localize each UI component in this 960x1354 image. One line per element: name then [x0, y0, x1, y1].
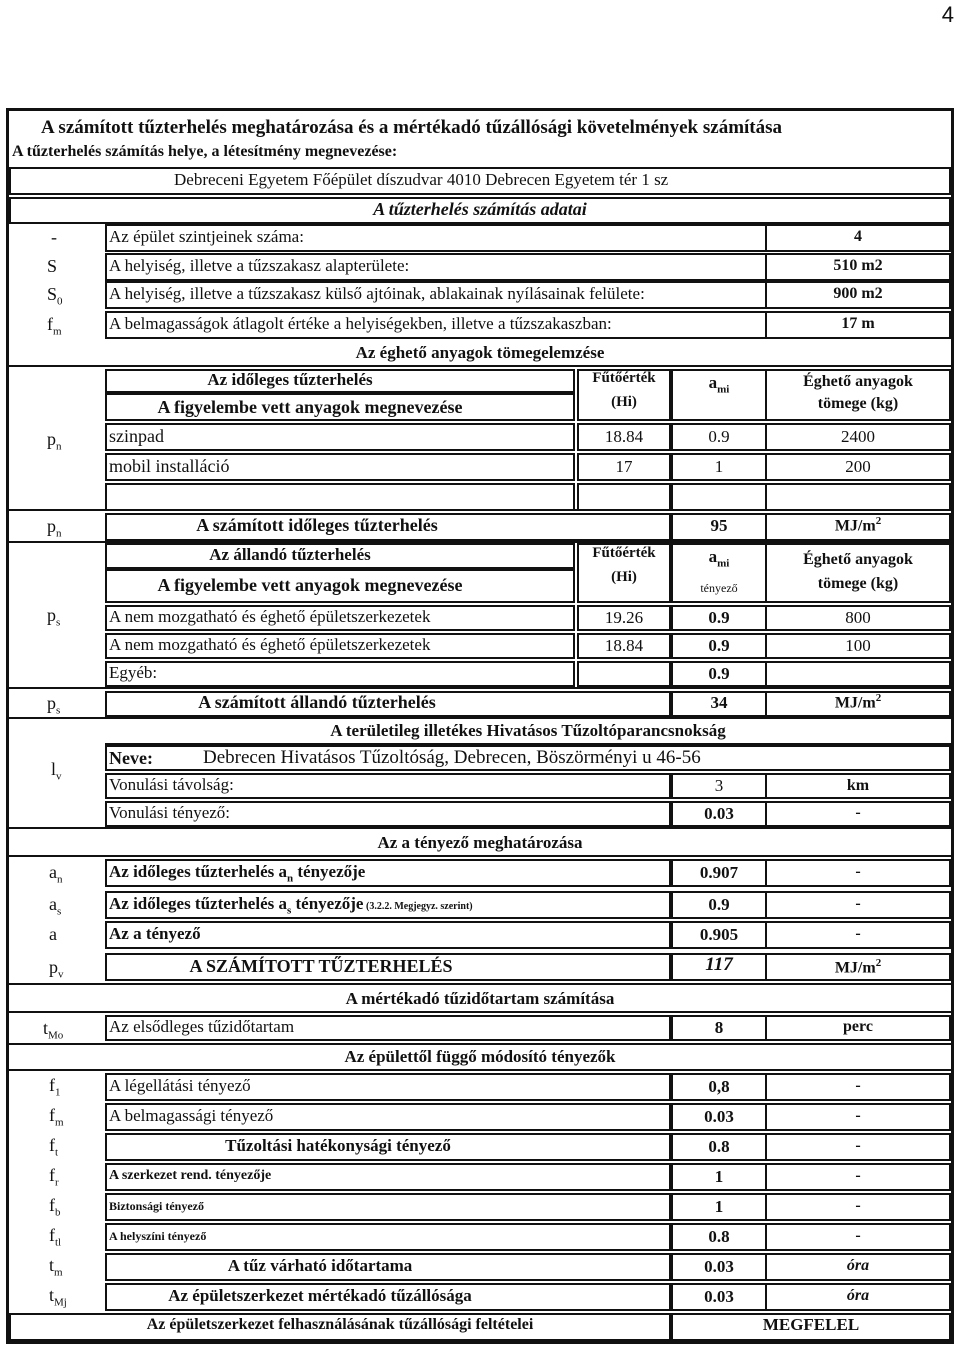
conclusion-value: MEGFELEL — [762, 1315, 860, 1334]
a-col-header — [671, 373, 767, 395]
modifier-symbol — [49, 1195, 61, 1219]
dept-name-value: Debrecen Hivatásos Tűzoltóság, Debrecen, Böszörményi u 46-56 — [203, 747, 701, 768]
modifier-value: 0.03 — [704, 1257, 734, 1276]
symbol-subscript: v — [58, 968, 64, 981]
symbol-letter: f — [49, 1225, 55, 1245]
symbol-letter: f — [49, 1195, 55, 1215]
symbol-subscript: m — [55, 1116, 64, 1129]
a-value: 0.9 — [708, 664, 730, 683]
perm-total-unit — [765, 692, 951, 712]
modifier-unit: - — [855, 1227, 861, 1244]
row-box — [671, 483, 767, 511]
symbol-subscript: v — [56, 770, 62, 783]
divider — [9, 827, 951, 829]
row-box — [577, 483, 671, 511]
symbol-subscript: tl — [55, 1236, 62, 1249]
dept-symbol — [51, 759, 62, 783]
modifier-symbol — [49, 1135, 58, 1159]
building-value: 17 m — [841, 315, 875, 332]
modifier-unit: - — [855, 1167, 861, 1184]
heat-col-header-2: (Hi) — [611, 394, 637, 410]
symbol-letter: f — [49, 1165, 55, 1185]
unit-superscript: 2 — [875, 692, 882, 704]
a-col-sub: mi — [717, 557, 730, 570]
symbol-letter: f — [49, 1135, 55, 1155]
material-name: Egyéb: — [109, 663, 158, 682]
divider — [9, 509, 951, 511]
symbol-letter: t — [43, 1018, 49, 1038]
modifier-label: A belmagassági tényező — [109, 1106, 274, 1125]
row-box — [105, 483, 575, 511]
divider — [9, 1069, 951, 1071]
row-box — [105, 661, 575, 687]
a-row-value: 0.905 — [699, 925, 739, 944]
symbol-letter: t — [49, 1255, 55, 1275]
a-row-label-text: Az időleges tűzterhelés a — [109, 894, 287, 913]
perm-total-label: A számított állandó tűzterhelés — [198, 692, 436, 712]
modifier-label: Biztonsági tényező — [109, 1199, 204, 1213]
symbol-letter: p — [47, 429, 56, 449]
building-value: 510 m2 — [833, 257, 883, 274]
mass-col-header-2: tömege (kg) — [817, 575, 899, 592]
a-row-label — [109, 862, 365, 884]
symbol-subscript: b — [55, 1206, 61, 1219]
modifier-symbol — [49, 1165, 59, 1189]
mass-col-header: Éghető anyagok — [803, 373, 913, 390]
row-box — [765, 483, 951, 511]
modifier-symbol — [49, 1225, 61, 1249]
symbol-subscript: n — [57, 873, 63, 886]
building-label: A helyiség, illetve a tűzszakasz külső ajtóinak, ablakainak nyílásainak felülete: — [109, 284, 645, 303]
location-value: Debreceni Egyetem Főépület díszudvar 4010 Debrecen Egyetem tér 1 sz — [174, 170, 669, 189]
a-col-letter: a — [708, 547, 718, 566]
a-value: 1 — [714, 457, 724, 476]
symbol-letter: - — [51, 227, 57, 247]
mass-value: 2400 — [841, 427, 875, 446]
row-box — [105, 423, 575, 451]
modifier-value: 0.8 — [708, 1137, 730, 1156]
symbol-letter: S — [47, 284, 58, 304]
a-row-symbol — [49, 894, 61, 918]
modifier-unit: - — [855, 1077, 861, 1094]
a-value: 0.9 — [708, 427, 730, 446]
dept-name-label: Neve: — [109, 748, 153, 768]
building-value: 4 — [854, 228, 862, 245]
symbol-letter: f — [49, 1105, 55, 1125]
duration-value: 8 — [714, 1018, 724, 1037]
modifier-label: Tűzoltási hatékonysági tényező — [225, 1136, 451, 1155]
symbol-subscript: n — [56, 440, 62, 453]
unit-text: MJ/m — [834, 517, 876, 535]
temp-total-label: A számított időleges tűzterhelés — [196, 515, 438, 535]
divider — [9, 365, 951, 367]
building-symbol — [47, 314, 62, 338]
modifier-unit: óra — [846, 1257, 870, 1274]
modifier-value: 0.03 — [704, 1107, 734, 1126]
a-value: 0.9 — [708, 608, 730, 627]
symbol-letter: a — [49, 924, 57, 944]
heat-value: 19.26 — [604, 608, 644, 627]
temp-symbol — [47, 429, 62, 453]
distance-unit: km — [846, 777, 870, 794]
material-name: szinpad — [109, 426, 164, 446]
a-value: 0.9 — [708, 636, 730, 655]
building-label: Az épület szintjeinek száma: — [109, 227, 304, 246]
duration-label: Az elsődleges tűzidőtartam — [109, 1017, 295, 1036]
factor-value: 0.03 — [704, 804, 734, 823]
material-name: mobil installáció — [109, 456, 230, 476]
a-row-unit: - — [855, 925, 861, 942]
a-col-letter: a — [708, 373, 718, 392]
building-label: A belmagasságok átlagolt értéke a helyiségekben, illetve a tűzszakaszban: — [109, 314, 612, 333]
symbol-subscript: s — [56, 704, 61, 717]
mass-col-header-2: tömege (kg) — [817, 395, 899, 412]
a-row-label-text: Az időleges tűzterhelés a — [109, 862, 287, 881]
form-title: A számított tűzterhelés meghatározása és a mértékadó tűzállósági követelmények számítása — [41, 117, 783, 138]
a-row-label — [109, 894, 473, 916]
unit-text: MJ/m — [834, 694, 876, 712]
symbol-letter: p — [47, 605, 56, 625]
modifier-label: A helyszíni tényező — [109, 1229, 207, 1243]
modifier-symbol — [49, 1285, 67, 1309]
symbol-subscript: m — [53, 325, 62, 338]
symbol-subscript: m — [54, 1266, 63, 1279]
symbol-subscript: s — [56, 616, 61, 629]
symbol-letter: p — [47, 693, 56, 713]
distance-value: 3 — [714, 776, 724, 795]
symbol-subscript: Mj — [54, 1296, 67, 1309]
mass-value: 100 — [845, 636, 871, 655]
row-box — [577, 661, 671, 687]
temp-total-symbol — [47, 516, 62, 540]
symbol-subscript: 0 — [57, 295, 63, 308]
dept-header: A területileg illetékes Hivatásos Tűzoltóparancsnokság — [330, 721, 726, 740]
modifier-value: 1 — [714, 1167, 724, 1186]
mass-header: Az éghető anyagok tömegelemzése — [355, 343, 605, 362]
duration-header: A mértékadó tűzidőtartam számítása — [345, 989, 615, 1008]
symbol-letter: S — [47, 256, 58, 276]
a-row-label — [109, 924, 201, 944]
factor-unit: - — [855, 804, 861, 821]
conclusion-label: Az épületszerkezet felhasználásának tűzállósági feltételei — [146, 1316, 534, 1333]
heat-value: 18.84 — [604, 636, 644, 655]
a-row-label-end: tényezője — [291, 894, 364, 913]
section-title: Az időleges tűzterhelés — [207, 370, 373, 389]
calc-data-header: A tűzterhelés számítás adatai — [373, 199, 587, 219]
a-row-label-end: tényezője — [293, 862, 366, 881]
modifier-value: 0.03 — [704, 1287, 734, 1306]
fire-load-form — [6, 108, 954, 1344]
location-label: A tűzterhelés számítás helye, a létesítmény megnevezése: — [12, 143, 398, 160]
a-row-label-sub: n — [286, 872, 294, 885]
divider — [9, 1011, 951, 1013]
material-name: A nem mozgatható és éghető épületszerkezetek — [109, 607, 431, 626]
a-row-label-sub: s — [286, 904, 292, 917]
modifier-value: 1 — [714, 1197, 724, 1216]
modifier-value: 0,8 — [708, 1077, 730, 1096]
a-factor-header: Az a tényező meghatározása — [377, 833, 583, 852]
a-row-label-text: Az a tényező — [109, 924, 201, 943]
symbol-subscript: t — [55, 1146, 59, 1159]
temp-total-value: 95 — [710, 516, 728, 535]
mass-value: 200 — [845, 457, 871, 476]
modifier-label: A szerkezet rend. tényezője — [109, 1168, 272, 1183]
modifier-symbol — [49, 1075, 61, 1099]
divider — [9, 717, 951, 719]
perm-total-symbol — [47, 693, 60, 717]
building-label: A helyiség, illetve a tűzszakasz alapterülete: — [109, 256, 410, 275]
symbol-subscript: Mo — [48, 1029, 64, 1042]
a-row-unit: - — [855, 863, 861, 880]
duration-symbol — [43, 1018, 63, 1042]
a-row-symbol — [49, 924, 57, 945]
unit-superscript: 2 — [875, 957, 882, 969]
perm-symbol — [47, 605, 60, 629]
heat-value: 17 — [615, 457, 633, 476]
symbol-letter: a — [49, 862, 57, 882]
factor-label: Vonulási tényező: — [109, 803, 231, 822]
symbol-letter: p — [49, 957, 58, 977]
row-box — [765, 661, 951, 687]
modifier-label: A tűz várható időtartama — [227, 1256, 413, 1275]
symbol-letter: t — [49, 1285, 55, 1305]
modifier-unit: - — [855, 1197, 861, 1214]
perm-total-value: 34 — [710, 693, 728, 712]
building-value: 900 m2 — [833, 285, 883, 302]
modifiers-header: Az épülettől függő módosító tényezők — [344, 1047, 616, 1066]
modifier-value: 0.8 — [708, 1227, 730, 1246]
a-row-symbol — [49, 862, 63, 886]
material-col-header: A figyelembe vett anyagok megnevezése — [157, 575, 463, 595]
heat-col-header: Fűtőérték — [592, 545, 656, 561]
heat-col-header: Fűtőérték — [592, 370, 656, 386]
symbol-subscript: n — [56, 527, 62, 540]
section-title: Az állandó tűzterhelés — [209, 545, 371, 564]
a-row-unit: - — [855, 895, 861, 912]
modifier-symbol — [49, 1255, 63, 1279]
temp-total-unit — [765, 515, 951, 535]
symbol-letter: f — [49, 1075, 55, 1095]
computed-symbol — [49, 957, 64, 981]
symbol-letter: a — [49, 894, 57, 914]
divider — [9, 983, 951, 985]
material-name: A nem mozgatható és éghető épületszerkezetek — [109, 635, 431, 654]
mass-col-header: Éghető anyagok — [803, 551, 913, 568]
heat-value: 18.84 — [604, 427, 644, 446]
divider — [9, 855, 951, 857]
material-col-header: A figyelembe vett anyagok megnevezése — [157, 397, 463, 417]
heat-col-header-2: (Hi) — [611, 569, 637, 585]
symbol-letter: f — [47, 314, 53, 334]
a-col-sub: mi — [717, 383, 730, 396]
divider — [9, 687, 951, 689]
duration-unit: perc — [843, 1018, 873, 1035]
a-col-header — [671, 547, 767, 569]
a-row-value: 0.9 — [708, 895, 730, 914]
divider — [9, 1043, 951, 1045]
symbol-subscript: s — [57, 905, 62, 918]
a-col-header-2: tényező — [700, 581, 738, 595]
modifier-unit: - — [855, 1107, 861, 1124]
modifier-unit: - — [855, 1137, 861, 1154]
building-symbol — [51, 227, 57, 248]
modifier-symbol — [49, 1105, 64, 1129]
a-row-note: (3.2.2. Megjegyz. szerint) — [363, 901, 473, 912]
building-symbol — [47, 284, 63, 308]
modifier-unit: óra — [846, 1287, 870, 1304]
page-number: 4 — [941, 2, 954, 27]
symbol-subscript: r — [55, 1176, 59, 1189]
unit-superscript: 2 — [875, 515, 882, 527]
symbol-subscript: 1 — [55, 1086, 61, 1099]
computed-value: 117 — [705, 954, 733, 975]
computed-unit — [765, 957, 951, 977]
computed-label: A SZÁMÍTOTT TŰZTERHELÉS — [189, 956, 453, 976]
mass-value: 800 — [845, 608, 871, 627]
building-symbol — [47, 256, 57, 277]
unit-text: MJ/m — [834, 959, 876, 977]
a-row-value: 0.907 — [699, 863, 739, 882]
modifier-label: A légellátási tényező — [109, 1076, 251, 1095]
symbol-letter: p — [47, 516, 56, 536]
distance-label: Vonulási távolság: — [109, 775, 234, 794]
symbol-letter: l — [51, 759, 57, 779]
modifier-label: Az épületszerkezet mértékadó tűzállósága — [168, 1286, 472, 1305]
